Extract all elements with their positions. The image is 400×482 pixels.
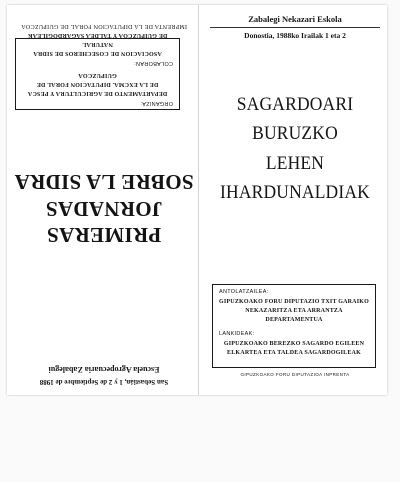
basque-title-line-1: SAGARDOARI BURUZKO xyxy=(236,94,354,145)
spanish-printer: IMPRENTA DE LA DIPUTACION FORAL DE GUIPUZCOA xyxy=(20,23,188,29)
basque-school: Zabalegi Nekazari Eskola xyxy=(248,14,342,24)
spanish-panel xyxy=(14,12,194,388)
basque-date: Donostia, 1988ko Irailak 1 eta 2 xyxy=(244,31,346,40)
organiza-line-2: DE LA EXCMA. DIPUTACION FORAL DE GUIPUZCOA xyxy=(36,72,159,87)
organiza-line-1: DEPARTAMENTO DE AGRICULTURA Y PESCA xyxy=(27,90,168,96)
fold-line xyxy=(198,5,199,395)
colabora-line-2: DE GUIPUZCOA Y TALDEA SAGARDOGILEAK xyxy=(27,32,168,38)
basque-panel xyxy=(206,12,384,388)
spanish-organizers-box xyxy=(15,32,180,110)
spanish-title-line-2: JORNADAS xyxy=(45,196,163,221)
spanish-date: San Sebastián, 1 y 2 de Septiembre de 1988 xyxy=(39,378,169,386)
spanish-school: Escuela Agropecuaria Zabalegui xyxy=(48,365,160,374)
basque-organizers-box xyxy=(212,284,376,368)
colabora-label: COLABORAN: xyxy=(133,60,173,66)
spanish-header xyxy=(14,365,194,386)
basque-title-line-2: LEHEN xyxy=(265,152,325,174)
basque-printer: GIPUZKOAKO FORU DIPUTAZIOA INPRENTA xyxy=(240,372,350,377)
antolatzailea-label: ANTOLATZAILEA: xyxy=(219,289,269,295)
header-rule xyxy=(210,27,380,28)
spanish-title xyxy=(14,169,194,248)
antolatzailea-line-2: NEKAZARITZA ETA ARRANTZA DEPARTAMENTUA xyxy=(245,308,343,323)
lankideak-label: LANKIDEAK: xyxy=(219,331,255,337)
spanish-title-line-3: SOBRE LA SIDRA xyxy=(14,170,194,195)
lankideak-line-1: GIPUZKOAKO BEREZKO SAGARDO EGILEEN xyxy=(223,341,365,347)
lankideak-line-2: ELKARTEA ETA TALDEA SAGARDOGILEAK xyxy=(227,350,361,356)
organiza-label: ORGANIZA: xyxy=(140,100,173,106)
basque-title xyxy=(213,90,377,208)
antolatzailea-line-1: GIPUZKOAKO FORU DIPUTAZIO TXIT GARAIKO xyxy=(219,299,369,305)
basque-title-line-3: IHARDUNALDIAK xyxy=(220,182,370,204)
colabora-line-1: ASOCIACION DE COSECHEROS DE SIDRA NATURAL xyxy=(33,41,162,56)
spanish-title-line-1: PRIMERAS xyxy=(46,223,162,247)
